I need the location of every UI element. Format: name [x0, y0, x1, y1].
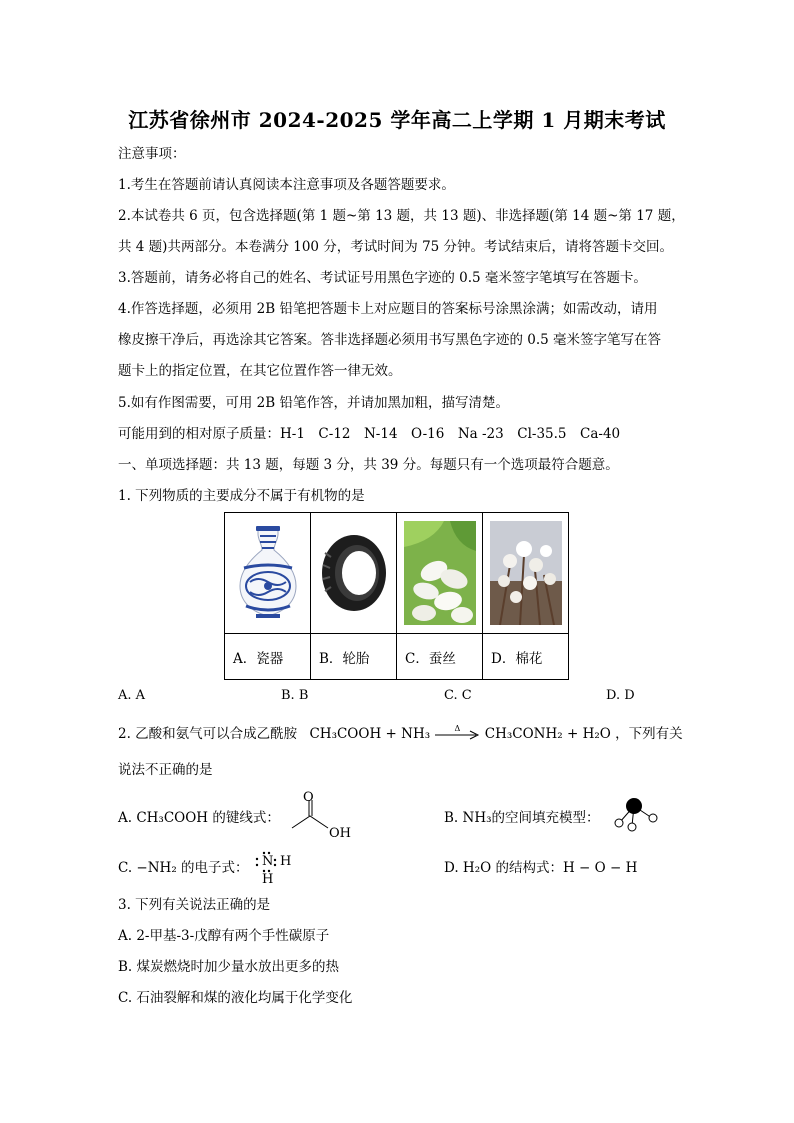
image-cell — [397, 513, 483, 634]
image-cell — [311, 513, 397, 634]
q2-option-b[interactable]: B. NH₃的空间填充模型： — [444, 810, 600, 826]
porcelain-vase-image — [236, 524, 300, 622]
notice-item: 共 4 题)共两部分。本卷满分 100 分，考试时间为 75 分钟。考试结束后，请将答题卡交回。 — [118, 239, 674, 255]
q3-option-b[interactable]: B. 煤炭燃烧时加少量水放出更多的热 — [118, 959, 340, 975]
ammonia-space-filling-model-icon — [608, 796, 664, 832]
q1-option-a[interactable]: A. A — [118, 688, 146, 703]
product-1: CH₃CONH₂ — [484, 726, 563, 742]
q2-option-a[interactable]: A. CH₃COOH 的键线式： — [118, 810, 280, 826]
q3-option-a[interactable]: A. 2-甲基-3-戊醇有两个手性碳原子 — [118, 928, 330, 944]
question-2-stem-line2: 说法不正确的是 — [118, 762, 213, 778]
q1-option-b[interactable]: B. B — [281, 688, 309, 703]
section-heading: 一、单项选择题：共 13 题，每题 3 分，共 39 分。每题只有一个选项最符合题意。 — [118, 457, 619, 473]
condition-label: Δ — [454, 723, 461, 733]
q2-stem-suffix: ，下列有关 — [615, 726, 683, 742]
caption-b: B．轮胎 — [311, 634, 397, 680]
hydrogen-label: H — [280, 854, 292, 869]
notice-item: 题卡上的指定位置，在其它位置作答一律无效。 — [118, 363, 402, 379]
image-cell — [225, 513, 311, 634]
product-2: H₂O — [582, 726, 611, 742]
plus-sign: + — [566, 726, 579, 742]
reactant-2: NH₃ — [401, 726, 431, 742]
q3-option-c[interactable]: C. 石油裂解和煤的液化均属于化学变化 — [118, 990, 353, 1006]
q1-option-c[interactable]: C. C — [444, 688, 472, 703]
plus-sign: + — [385, 726, 397, 742]
nitrogen-label: N — [262, 854, 274, 869]
hydrogen-label: H — [262, 872, 274, 887]
electron-dots-icon — [252, 850, 296, 886]
cotton-image — [490, 521, 562, 625]
oxygen-label: O — [303, 790, 314, 805]
notice-item: 1.考生在答题前请认真阅读本注意事项及各题答题要求。 — [118, 177, 455, 193]
notice-item: 4.作答选择题，必须用 2B 铅笔把答题卡上对应题目的答案标号涂黑涂满；如需改动，请用 — [118, 301, 658, 317]
q2-stem-prefix: 2. 乙酸和氨气可以合成乙酰胺 — [118, 726, 298, 742]
electron-formula — [252, 850, 296, 886]
notice-item: 2.本试卷共 6 页，包含选择题(第 1 题~第 13 题，共 13 题)、非选择题(第 14 题~第 17 题， — [118, 208, 685, 224]
tire-image — [319, 533, 389, 613]
caption-a: A．瓷器 — [225, 634, 311, 680]
question-1-image-table — [224, 512, 569, 680]
q1-option-d[interactable]: D. D — [606, 688, 635, 703]
caption-d: D．棉花 — [483, 634, 569, 680]
reaction-arrow — [434, 723, 480, 742]
image-cell — [483, 513, 569, 634]
notice-item: 5.如有作图需要，可用 2B 铅笔作答，并请加黑加粗，描写清楚。 — [118, 395, 509, 411]
reactant-1: CH₃COOH — [309, 726, 382, 742]
question-1-stem: 1. 下列物质的主要成分不属于有机物的是 — [118, 488, 365, 504]
silk-cocoons-image — [404, 521, 476, 625]
hydroxyl-label: OH — [329, 826, 351, 841]
question-3-stem: 3. 下列有关说法正确的是 — [118, 897, 271, 913]
notice-item: 橡皮擦干净后，再选涂其它答案。答非选择题必须用书写黑色字迹的 0.5 毫米签字笔写在答 — [118, 332, 662, 348]
equation — [309, 723, 615, 742]
notice-item: 3.答题前，请务必将自己的姓名、考试证号用黑色字迹的 0.5 毫米签字笔填写在答题卡。 — [118, 270, 647, 286]
atomic-masses: 可能用到的相对原子质量：H-1 C-12 N-14 O-16 Na -23 Cl-35.5 Ca-40 — [118, 426, 621, 442]
caption-c: C．蚕丝 — [397, 634, 483, 680]
q2-option-d[interactable]: D. H₂O 的结构式：H − O − H — [444, 860, 638, 876]
q2-option-c[interactable]: C. −NH₂ 的电子式： — [118, 860, 249, 876]
question-2-stem — [118, 724, 683, 744]
notice-heading: 注意事项： — [118, 146, 186, 162]
page-title: 江苏省徐州市 2024-2025 学年高二上学期 1 月期末考试 — [128, 108, 666, 132]
